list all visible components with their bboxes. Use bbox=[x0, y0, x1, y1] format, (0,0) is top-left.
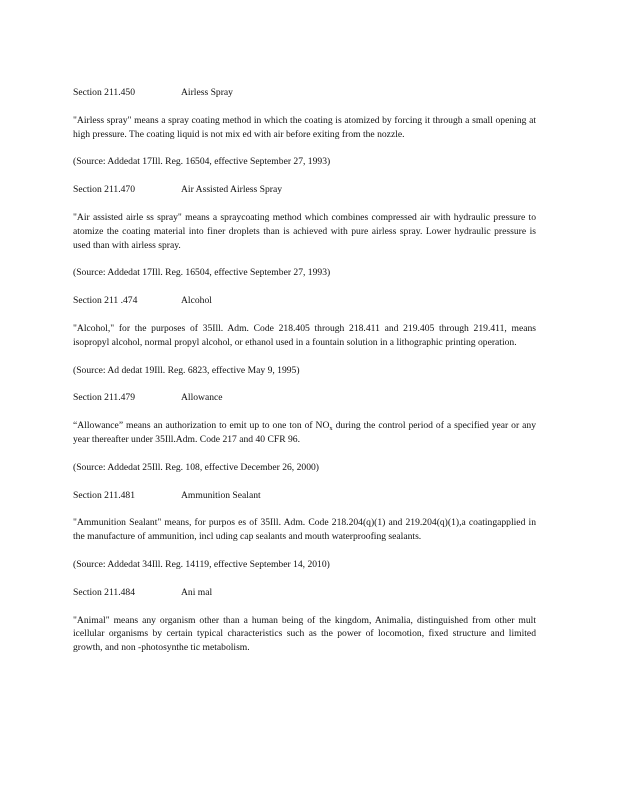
definition-paragraph: "Ammunition Sealant" means, for purpos es of 35Ill. Adm. Code 218.204(q)(1) and 219.204(q)(1),a coatingapplied in the manufacture of ammunition, incl uding cap sealants and mouth waterproofing sealants. bbox=[73, 517, 536, 543]
section-211-470 bbox=[73, 183, 536, 294]
section-number: Section 211.479 bbox=[73, 392, 135, 404]
section-title: Ani mal bbox=[181, 586, 213, 598]
section-title: Air Assisted Airless Spray bbox=[181, 184, 283, 196]
section-title: Alcohol bbox=[181, 295, 212, 307]
section-211-474 bbox=[73, 294, 536, 391]
section-heading bbox=[73, 86, 536, 100]
nox-subscript: x bbox=[329, 425, 333, 433]
definition-paragraph: "Animal" means any organism other than a human being of the kingdom, Animalia, distinguished from other mult icellular organisms by certain typical characteristics such as the power of locomotion, fixed structure and limited growth, and non -photosynthe tic metabolism. bbox=[73, 614, 536, 654]
section-211-479 bbox=[73, 391, 536, 488]
section-heading bbox=[73, 294, 536, 308]
section-number: Section 211.450 bbox=[73, 87, 135, 98]
definition-text-end: during the control period of a specified year or any year thereafter under 35Ill.Adm. Code 217 and 40 CFR 96. bbox=[73, 420, 536, 445]
section-title: Allowance bbox=[181, 392, 223, 404]
definition-text-start: “Allowance” means an authorization to emit up to one ton of NO bbox=[73, 420, 330, 432]
definition-paragraph: "Air assisted airle ss spray" means a spraycoating method which combines compressed air with hydraulic pressure to atomize the coating material into finer droplets than is achieved with pure airless spray. Lower hydraulic pressure is used than with airless spray. bbox=[73, 211, 536, 251]
section-heading bbox=[73, 391, 536, 405]
source-note: (Source: Addedat 17Ill. Reg. 16504, effective September 27, 1993) bbox=[73, 156, 331, 168]
section-title: Ammunition Sealant bbox=[181, 489, 261, 501]
section-number: Section 211 .474 bbox=[73, 295, 138, 307]
definition-paragraph: "Airless spray" means a spray coating method in which the coating is atomized by forcing it through a small opening at high pressure. The coating liquid is not mix ed with air before exiting from the nozzle. bbox=[73, 114, 536, 140]
section-number: Section 211.481 bbox=[73, 489, 135, 501]
section-211-450 bbox=[73, 86, 536, 183]
section-211-484 bbox=[73, 586, 536, 655]
section-211-481 bbox=[73, 489, 536, 586]
definition-paragraph: "Alcohol," for the purposes of 35Ill. Adm. Code 218.405 through 218.411 and 219.405 through 219.411, means isopropyl alcohol, normal propyl alcohol, or ethanol used in a fountain solution in a lithographic printing operation. bbox=[73, 322, 536, 348]
section-number: Section 211.470 bbox=[73, 184, 135, 196]
section-heading bbox=[73, 183, 536, 197]
source-note: (Source: Addedat 34Ill. Reg. 14119, effective September 14, 2010) bbox=[73, 558, 330, 570]
definition-paragraph bbox=[73, 419, 536, 447]
source-note: (Source: Addedat 17Ill. Reg. 16504, effective September 27, 1993) bbox=[73, 267, 331, 279]
source-note: (Source: Ad dedat 19Ill. Reg. 6823, effective May 9, 1995) bbox=[73, 364, 300, 376]
section-heading bbox=[73, 586, 536, 600]
section-number: Section 211.484 bbox=[73, 586, 135, 598]
section-title: Airless Spray bbox=[181, 87, 233, 98]
source-note: (Source: Addedat 25Ill. Reg. 108, effective December 26, 2000) bbox=[73, 461, 319, 473]
section-heading bbox=[73, 489, 536, 503]
